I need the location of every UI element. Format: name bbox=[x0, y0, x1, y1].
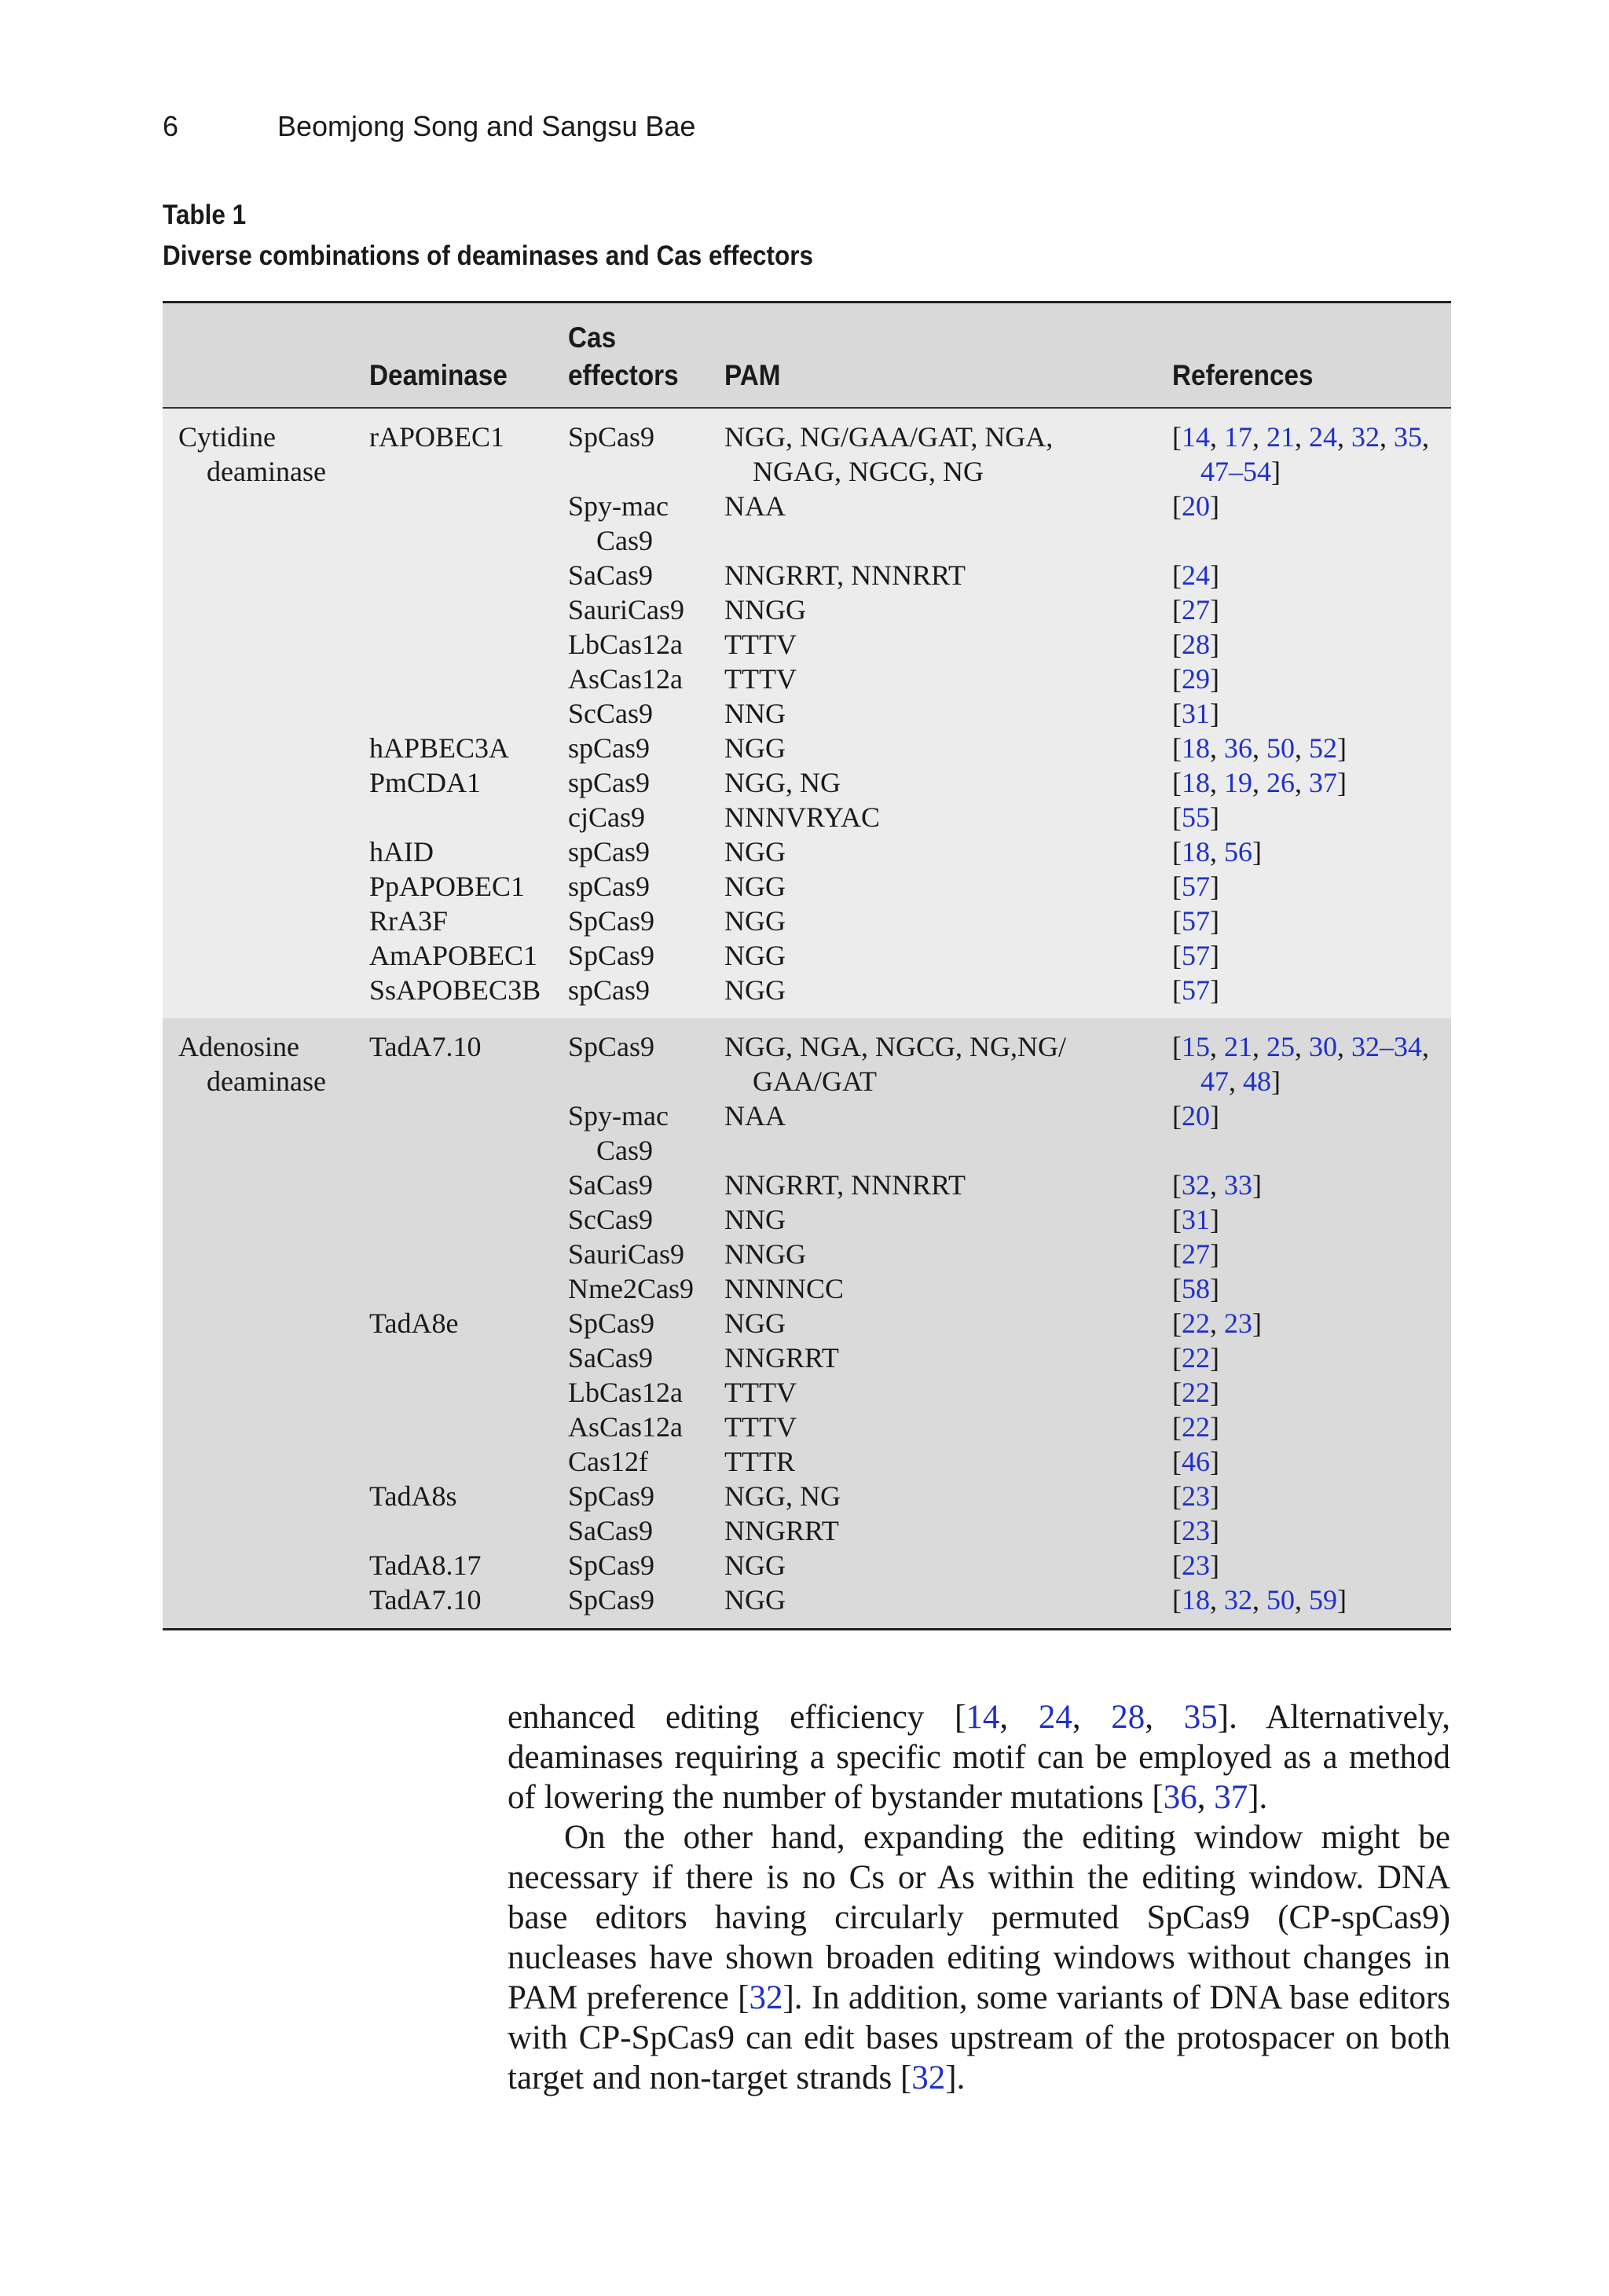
reference-link[interactable]: 23 bbox=[1224, 1308, 1252, 1339]
references-cell: [57] bbox=[1172, 869, 1451, 904]
deaminase-cell bbox=[369, 662, 568, 696]
group-label-cell bbox=[163, 834, 369, 869]
cas-effector-cell: cjCas9 bbox=[568, 800, 724, 834]
references-cell: [57] bbox=[1172, 904, 1451, 938]
reference-link[interactable]: 59 bbox=[1309, 1584, 1337, 1616]
reference-link[interactable]: 23 bbox=[1182, 1515, 1210, 1546]
group-label-cell bbox=[163, 1018, 369, 1098]
cas-effector-cell: Spy-mac Cas9 bbox=[568, 489, 724, 558]
cas-effector-cell: AsCas12a bbox=[568, 1410, 724, 1444]
references-cell: [31] bbox=[1172, 696, 1451, 731]
table-row bbox=[163, 938, 1451, 973]
reference-link[interactable]: 20 bbox=[1182, 490, 1210, 522]
deaminase-cell: hAID bbox=[369, 834, 568, 869]
citation-link[interactable]: 32 bbox=[749, 1979, 783, 2016]
references-cell: [22] bbox=[1172, 1375, 1451, 1410]
reference-link[interactable]: 24 bbox=[1309, 421, 1337, 453]
pam-cell: NGG bbox=[724, 1306, 1172, 1341]
table-row bbox=[163, 1479, 1451, 1513]
reference-link[interactable]: 57 bbox=[1182, 940, 1210, 971]
reference-link[interactable]: 17 bbox=[1224, 421, 1252, 453]
group-label-cell bbox=[163, 1168, 369, 1202]
references-cell: [18, 19, 26, 37] bbox=[1172, 765, 1451, 800]
references-cell: [23] bbox=[1172, 1479, 1451, 1513]
table-row bbox=[163, 662, 1451, 696]
deaminase-cell bbox=[369, 1237, 568, 1271]
cas-effector-cell: SpCas9 bbox=[568, 1548, 724, 1583]
cas-effector-cell: Nme2Cas9 bbox=[568, 1271, 724, 1306]
references-cell: [22, 23] bbox=[1172, 1306, 1451, 1341]
group-label-cell bbox=[163, 973, 369, 1018]
pam-cell: NNGRRT, NNNRRT bbox=[724, 1168, 1172, 1202]
deaminase-cell: TadA8.17 bbox=[369, 1548, 568, 1583]
pam-cell: NGG, NG bbox=[724, 1479, 1172, 1513]
group-label-cell bbox=[163, 1410, 369, 1444]
group-label: Cytidine bbox=[178, 421, 276, 453]
cas-effector-cell: ScCas9 bbox=[568, 1202, 724, 1237]
deaminase-cell: TadA7.10 bbox=[369, 1583, 568, 1628]
cas-effector-cell: spCas9 bbox=[568, 765, 724, 800]
reference-link[interactable]: 56 bbox=[1224, 836, 1252, 867]
body-text-run: enhanced editing efficiency [ bbox=[508, 1699, 966, 1736]
reference-link[interactable]: 32 bbox=[1182, 1169, 1210, 1201]
body-text-run: ]. Alternatively, deaminases requiring a specific motif can be employed as a method of lowering the number of bystander mutations [ bbox=[508, 1699, 1450, 1816]
deaminase-cell bbox=[369, 1444, 568, 1479]
group-label-cell bbox=[163, 558, 369, 592]
table-row bbox=[163, 1098, 1451, 1168]
pam-cell: NNGG bbox=[724, 592, 1172, 627]
reference-link[interactable]: 22 bbox=[1182, 1342, 1210, 1374]
table-row bbox=[163, 489, 1451, 558]
reference-link[interactable]: 20 bbox=[1182, 1100, 1210, 1131]
body-paragraph bbox=[508, 1697, 1450, 1817]
reference-link[interactable]: 19 bbox=[1224, 767, 1252, 798]
reference-link[interactable]: 28 bbox=[1182, 629, 1210, 660]
cas-effector-cell: spCas9 bbox=[568, 869, 724, 904]
table-row bbox=[163, 1410, 1451, 1444]
references-cell: [18, 32, 50, 59] bbox=[1172, 1583, 1451, 1628]
table-row bbox=[163, 1271, 1451, 1306]
reference-link[interactable]: 29 bbox=[1182, 663, 1210, 695]
cas-effector-cell: SpCas9 bbox=[568, 1479, 724, 1513]
cas-effector-cell: Spy-mac Cas9 bbox=[568, 1098, 724, 1168]
table-row bbox=[163, 1375, 1451, 1410]
group-label-cell bbox=[163, 627, 369, 662]
col-header-deaminase: Deaminase bbox=[369, 303, 568, 408]
references-cell: [18, 56] bbox=[1172, 834, 1451, 869]
group-label-cell bbox=[163, 592, 369, 627]
col-header-group bbox=[163, 303, 369, 408]
body-paragraph bbox=[508, 1817, 1450, 2098]
references-cell: [23] bbox=[1172, 1513, 1451, 1548]
reference-link[interactable]: 35 bbox=[1394, 421, 1422, 453]
group-label-cell bbox=[163, 1548, 369, 1583]
reference-link[interactable]: 50 bbox=[1266, 732, 1295, 764]
body-text-run: ]. bbox=[1248, 1779, 1268, 1816]
group-label-cell bbox=[163, 1375, 369, 1410]
reference-link[interactable]: 27 bbox=[1182, 594, 1210, 625]
pam-cell: NGG bbox=[724, 834, 1172, 869]
pam-cell: TTTV bbox=[724, 627, 1172, 662]
table-row bbox=[163, 1306, 1451, 1341]
references-cell: [32, 33] bbox=[1172, 1168, 1451, 1202]
deaminase-cell: PmCDA1 bbox=[369, 765, 568, 800]
cas-effector-cell: SaCas9 bbox=[568, 1341, 724, 1375]
pam-cell: NGG bbox=[724, 904, 1172, 938]
references-cell: [20] bbox=[1172, 1098, 1451, 1168]
cas-effector-cell: SauriCas9 bbox=[568, 1237, 724, 1271]
reference-link[interactable]: 18 bbox=[1182, 767, 1210, 798]
pam-cell: TTTV bbox=[724, 662, 1172, 696]
table-container bbox=[163, 301, 1451, 1630]
group-label-cell bbox=[163, 904, 369, 938]
group-label-cell bbox=[163, 1202, 369, 1237]
references-cell: [28] bbox=[1172, 627, 1451, 662]
body-text-run: On the other hand, expanding the editing window might be necessary if there is no Cs or As within the editing window. DNA base editors having circularly permuted SpCas9 (CP-spCas9) nucleases have shown broaden editing windows without changes in PAM preference [ bbox=[508, 1819, 1450, 2016]
body-text bbox=[508, 1697, 1450, 2098]
pam-cell: NNGG bbox=[724, 1237, 1172, 1271]
reference-link[interactable]: 58 bbox=[1182, 1273, 1210, 1304]
cas-effector-cell: SpCas9 bbox=[568, 938, 724, 973]
cas-effector-cell: spCas9 bbox=[568, 731, 724, 765]
cas-effector-cell: LbCas12a bbox=[568, 1375, 724, 1410]
reference-link[interactable]: 22 bbox=[1182, 1377, 1210, 1408]
table-row bbox=[163, 834, 1451, 869]
col-header-references: References bbox=[1172, 303, 1451, 408]
deaminase-cell: PpAPOBEC1 bbox=[369, 869, 568, 904]
citation-link[interactable]: 24 bbox=[1038, 1699, 1072, 1736]
cas-effector-cell: SpCas9 bbox=[568, 1306, 724, 1341]
reference-link[interactable]: 46 bbox=[1182, 1446, 1210, 1477]
pam-cell: TTTV bbox=[724, 1375, 1172, 1410]
references-cell: [15, 21, 25, 30, 32–34, 47, 48] bbox=[1172, 1018, 1451, 1098]
reference-link[interactable]: 22 bbox=[1182, 1308, 1210, 1339]
table-row bbox=[163, 1018, 1451, 1098]
group-label-cell bbox=[163, 696, 369, 731]
reference-link[interactable]: 31 bbox=[1182, 698, 1210, 729]
cas-effector-cell: SaCas9 bbox=[568, 1513, 724, 1548]
body-text-run: , bbox=[1197, 1779, 1215, 1816]
pam-cell: TTTV bbox=[724, 1410, 1172, 1444]
table-label: Table 1 bbox=[163, 200, 247, 230]
pam-cell: NGG, NG bbox=[724, 765, 1172, 800]
reference-link[interactable]: 26 bbox=[1266, 767, 1295, 798]
group-label-cell bbox=[163, 408, 369, 489]
citation-link[interactable]: 28 bbox=[1111, 1699, 1145, 1736]
reference-link[interactable]: 32 bbox=[1351, 421, 1380, 453]
group-adenosine bbox=[163, 1018, 1451, 1628]
pam-cell: NGG bbox=[724, 731, 1172, 765]
page-number: 6 bbox=[163, 110, 179, 142]
group-label-cell bbox=[163, 1583, 369, 1628]
group-cytidine bbox=[163, 408, 1451, 1018]
cas-effector-cell: SpCas9 bbox=[568, 1583, 724, 1628]
table-row bbox=[163, 1202, 1451, 1237]
reference-link[interactable]: 15 bbox=[1182, 1031, 1210, 1062]
body-text-run: ]. In addition, some variants of DNA base editors with CP-SpCas9 can edit bases upstream of the protospacer on both target and non-target strands [ bbox=[508, 1979, 1450, 2096]
group-label-cell bbox=[163, 1237, 369, 1271]
group-label-cell bbox=[163, 1341, 369, 1375]
reference-link[interactable]: 21 bbox=[1224, 1031, 1252, 1062]
pam-cell: NNNVRYAC bbox=[724, 800, 1172, 834]
deaminase-cell: AmAPOBEC1 bbox=[369, 938, 568, 973]
citation-link[interactable]: 14 bbox=[966, 1699, 1000, 1736]
deaminase-cell bbox=[369, 1202, 568, 1237]
body-text-run: , bbox=[1072, 1699, 1112, 1736]
cas-effector-cell: LbCas12a bbox=[568, 627, 724, 662]
cas-effector-cell: SaCas9 bbox=[568, 558, 724, 592]
reference-link[interactable]: 32–34 bbox=[1351, 1031, 1422, 1062]
reference-link[interactable]: 24 bbox=[1182, 559, 1210, 591]
reference-link[interactable]: 57 bbox=[1182, 974, 1210, 1006]
deaminase-cell: hAPBEC3A bbox=[369, 731, 568, 765]
pam-cell: TTTR bbox=[724, 1444, 1172, 1479]
body-text-run: , bbox=[999, 1699, 1039, 1736]
table-row bbox=[163, 408, 1451, 489]
reference-link[interactable]: 55 bbox=[1182, 801, 1210, 833]
pam-cell: NGG, NGA, NGCG, NG,NG/ GAA/GAT bbox=[724, 1018, 1172, 1098]
deaminase-cell bbox=[369, 1168, 568, 1202]
table-row bbox=[163, 627, 1451, 662]
deaminase-cell bbox=[369, 592, 568, 627]
table-row bbox=[163, 1444, 1451, 1479]
reference-link[interactable]: 23 bbox=[1182, 1480, 1210, 1512]
reference-link[interactable]: 50 bbox=[1266, 1584, 1295, 1616]
group-label-cell bbox=[163, 1444, 369, 1479]
body-text-run: ]. bbox=[945, 2059, 966, 2096]
deaminase-cell: rAPOBEC1 bbox=[369, 408, 568, 489]
pam-cell: NAA bbox=[724, 489, 1172, 558]
references-cell: [14, 17, 21, 24, 32, 35, 47–54] bbox=[1172, 408, 1451, 489]
reference-link[interactable]: 18 bbox=[1182, 1584, 1210, 1616]
references-cell: [22] bbox=[1172, 1341, 1451, 1375]
reference-link[interactable]: 25 bbox=[1266, 1031, 1295, 1062]
pam-cell: NNG bbox=[724, 1202, 1172, 1237]
cas-effector-cell: SpCas9 bbox=[568, 904, 724, 938]
group-label-cell bbox=[163, 1271, 369, 1306]
reference-link[interactable]: 33 bbox=[1224, 1169, 1252, 1201]
cas-effector-cell: SpCas9 bbox=[568, 1018, 724, 1098]
citation-link[interactable]: 32 bbox=[911, 2059, 946, 2096]
group-label-cell bbox=[163, 731, 369, 765]
cas-effector-cell: AsCas12a bbox=[568, 662, 724, 696]
pam-cell: NGG bbox=[724, 938, 1172, 973]
deaminase-cell bbox=[369, 1341, 568, 1375]
reference-link[interactable]: 18 bbox=[1182, 732, 1210, 764]
cas-effector-cell: SauriCas9 bbox=[568, 592, 724, 627]
table-row bbox=[163, 731, 1451, 765]
reference-link[interactable]: 30 bbox=[1309, 1031, 1337, 1062]
reference-link[interactable]: 32 bbox=[1224, 1584, 1252, 1616]
cas-effector-cell: SpCas9 bbox=[568, 408, 724, 489]
references-cell: [29] bbox=[1172, 662, 1451, 696]
references-cell: [46] bbox=[1172, 1444, 1451, 1479]
references-cell: [24] bbox=[1172, 558, 1451, 592]
deaminase-cell bbox=[369, 627, 568, 662]
reference-link[interactable]: 27 bbox=[1182, 1238, 1210, 1270]
deaminase-cell bbox=[369, 1271, 568, 1306]
body-text-run: , bbox=[1145, 1699, 1184, 1736]
table-row bbox=[163, 800, 1451, 834]
pam-cell: NGG, NG/GAA/GAT, NGA, NGAG, NGCG, NG bbox=[724, 408, 1172, 489]
group-label-cell bbox=[163, 938, 369, 973]
running-head bbox=[163, 110, 695, 143]
pam-cell: NNGRRT bbox=[724, 1341, 1172, 1375]
pam-cell: NNNNCC bbox=[724, 1271, 1172, 1306]
pam-cell: NGG bbox=[724, 973, 1172, 1018]
references-cell: [58] bbox=[1172, 1271, 1451, 1306]
group-label-cell bbox=[163, 869, 369, 904]
deaminase-cell: TadA7.10 bbox=[369, 1018, 568, 1098]
group-label-cont: deaminase bbox=[207, 456, 326, 487]
table-row bbox=[163, 869, 1451, 904]
citation-link[interactable]: 36 bbox=[1163, 1779, 1197, 1816]
table-header bbox=[163, 303, 1451, 408]
references-cell: [31] bbox=[1172, 1202, 1451, 1237]
deaminase-cell: SsAPOBEC3B bbox=[369, 973, 568, 1018]
deaminase-cell bbox=[369, 1098, 568, 1168]
group-label-cell bbox=[163, 765, 369, 800]
reference-link[interactable]: 22 bbox=[1182, 1411, 1210, 1443]
references-cell: [20] bbox=[1172, 489, 1451, 558]
deaminase-cell: TadA8s bbox=[369, 1479, 568, 1513]
authors: Beomjong Song and Sangsu Bae bbox=[277, 110, 696, 142]
deaminase-cell bbox=[369, 1410, 568, 1444]
reference-link[interactable]: 47–54 bbox=[1200, 456, 1271, 487]
references-cell: [57] bbox=[1172, 938, 1451, 973]
group-label-cell bbox=[163, 1513, 369, 1548]
table-row bbox=[163, 1513, 1451, 1548]
group-label-cell bbox=[163, 662, 369, 696]
table-row bbox=[163, 1168, 1451, 1202]
pam-cell: NGG bbox=[724, 869, 1172, 904]
pam-cell: NGG bbox=[724, 1583, 1172, 1628]
deaminase-cell bbox=[369, 558, 568, 592]
citation-link[interactable]: 35 bbox=[1183, 1699, 1218, 1736]
references-cell: [27] bbox=[1172, 592, 1451, 627]
table-row bbox=[163, 696, 1451, 731]
reference-link[interactable]: 36 bbox=[1224, 732, 1252, 764]
cas-effector-cell: spCas9 bbox=[568, 973, 724, 1018]
table-caption bbox=[163, 195, 813, 277]
deaminase-cell: TadA8e bbox=[369, 1306, 568, 1341]
cas-effector-cell: SaCas9 bbox=[568, 1168, 724, 1202]
table-row bbox=[163, 1237, 1451, 1271]
group-label: Adenosine bbox=[178, 1031, 299, 1062]
references-cell: [57] bbox=[1172, 973, 1451, 1018]
cas-effector-cell: Cas12f bbox=[568, 1444, 724, 1479]
reference-link[interactable]: 52 bbox=[1309, 732, 1337, 764]
cas-effector-cell: ScCas9 bbox=[568, 696, 724, 731]
reference-link[interactable]: 14 bbox=[1182, 421, 1210, 453]
pam-cell: NNGRRT bbox=[724, 1513, 1172, 1548]
reference-link[interactable]: 18 bbox=[1182, 836, 1210, 867]
deaminase-cell bbox=[369, 696, 568, 731]
references-cell: [27] bbox=[1172, 1237, 1451, 1271]
col-header-cas: Cas effectors bbox=[568, 303, 724, 408]
reference-link[interactable]: 37 bbox=[1309, 767, 1337, 798]
references-cell: [18, 36, 50, 52] bbox=[1172, 731, 1451, 765]
deaminase-cell bbox=[369, 1513, 568, 1548]
table-row bbox=[163, 973, 1451, 1018]
table-row bbox=[163, 1341, 1451, 1375]
deaminase-cell bbox=[369, 489, 568, 558]
table-row bbox=[163, 592, 1451, 627]
reference-link[interactable]: 23 bbox=[1182, 1550, 1210, 1581]
group-label-cell bbox=[163, 489, 369, 558]
deaminase-cell: RrA3F bbox=[369, 904, 568, 938]
group-label-cont: deaminase bbox=[207, 1065, 326, 1097]
table-row bbox=[163, 1583, 1451, 1628]
reference-link[interactable]: 47 bbox=[1200, 1065, 1229, 1097]
references-cell: [55] bbox=[1172, 800, 1451, 834]
group-label-cell bbox=[163, 800, 369, 834]
reference-link[interactable]: 21 bbox=[1266, 421, 1295, 453]
table-row bbox=[163, 1548, 1451, 1583]
cas-effector-cell: spCas9 bbox=[568, 834, 724, 869]
reference-link[interactable]: 57 bbox=[1182, 871, 1210, 902]
reference-link[interactable]: 48 bbox=[1243, 1065, 1271, 1097]
pam-cell: NNG bbox=[724, 696, 1172, 731]
table-row bbox=[163, 904, 1451, 938]
references-cell: [23] bbox=[1172, 1548, 1451, 1583]
pam-cell: NAA bbox=[724, 1098, 1172, 1168]
pam-cell: NNGRRT, NNNRRT bbox=[724, 558, 1172, 592]
table-row bbox=[163, 765, 1451, 800]
table-title: Diverse combinations of deaminases and Cas effectors bbox=[163, 240, 814, 271]
group-label-cell bbox=[163, 1098, 369, 1168]
references-cell: [22] bbox=[1172, 1410, 1451, 1444]
group-label-cell bbox=[163, 1306, 369, 1341]
deaminase-cell bbox=[369, 800, 568, 834]
reference-link[interactable]: 31 bbox=[1182, 1204, 1210, 1235]
reference-link[interactable]: 57 bbox=[1182, 905, 1210, 937]
deaminase-cell bbox=[369, 1375, 568, 1410]
col-header-pam: PAM bbox=[724, 303, 1172, 408]
pam-cell: NGG bbox=[724, 1548, 1172, 1583]
deaminase-table bbox=[163, 303, 1451, 1628]
citation-link[interactable]: 37 bbox=[1214, 1779, 1248, 1816]
group-label-cell bbox=[163, 1479, 369, 1513]
table-row bbox=[163, 558, 1451, 592]
